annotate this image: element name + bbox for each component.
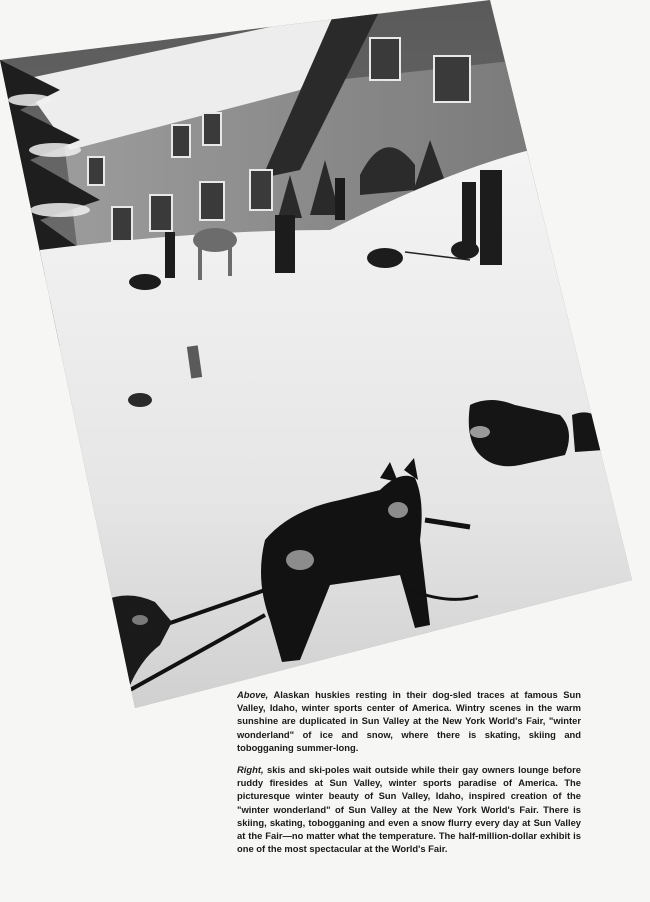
caption-above	[237, 688, 581, 754]
caption-block	[237, 688, 581, 864]
caption-body-right: skis and ski-poles wait outside while their gay owners lounge before ruddy firesides at Sun Valley, winter sports paradise of America. The picturesque winter beauty of Sun Valley, Idaho, inspired creation of the "winter wonderland" of Sun Valley at the New York World's Fair. There is skiing, skating, tobogganing and even a snow flurry every day at Sun Valley at the Fair—no matter what the temperature. The half-million-dollar exhibit is one of the most spectacular at the World's Fair.	[237, 764, 581, 855]
caption-lead-right: Right,	[237, 764, 264, 776]
caption-lead-above: Above,	[237, 689, 269, 700]
caption-right	[237, 763, 581, 855]
caption-body-above: Alaskan huskies resting in their dog-sled traces at famous Sun Valley, Idaho, winter sports center of America. Wintry scenes in the warm sunshine are duplicated in Sun Valley at the New York World's Fair, "winter wonderland" of ice and snow, where there is skating, skiing and tobogganing summer-long.	[237, 689, 581, 753]
